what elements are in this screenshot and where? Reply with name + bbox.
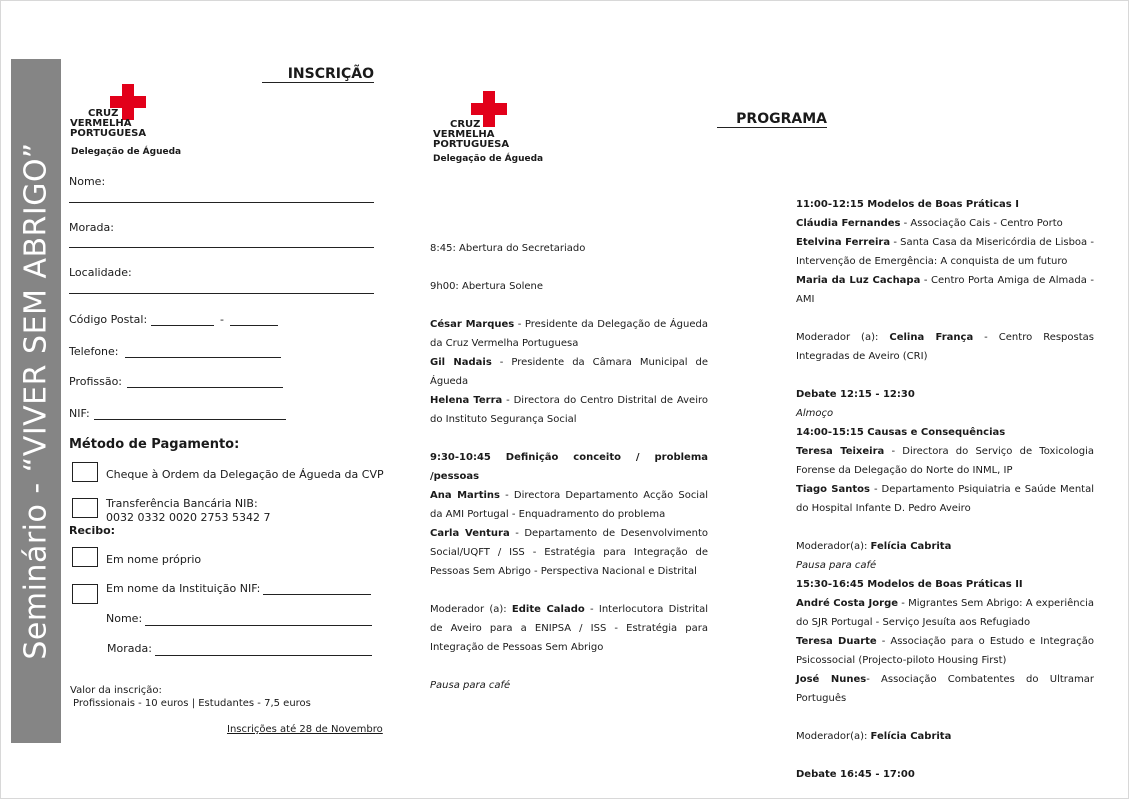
nome-field[interactable] bbox=[69, 202, 374, 203]
speaker-item bbox=[796, 594, 1094, 632]
moderator-label: Moderador (a): bbox=[796, 332, 890, 343]
codigo-postal-field-b[interactable] bbox=[230, 325, 278, 326]
logo-subtitle: Delegação de Águeda bbox=[71, 147, 182, 157]
speaker-name: Ana Martins bbox=[430, 490, 500, 501]
logo-line3: PORTUGUESA bbox=[70, 128, 147, 139]
moderator-label: Moderador (a): bbox=[430, 604, 512, 615]
moderator-name: Edite Calado bbox=[511, 604, 585, 615]
speaker-name: Teresa Duarte bbox=[796, 636, 877, 647]
speaker-desc: - Directora do Serviço de Toxicologia Forense da Delegação do Norte do INML, IP bbox=[796, 446, 1094, 476]
speaker-item bbox=[796, 442, 1094, 480]
moderator2 bbox=[796, 328, 1094, 366]
form-title: INSCRIÇÃO bbox=[262, 66, 374, 83]
speaker-item bbox=[430, 486, 708, 524]
transfer-checkbox[interactable] bbox=[72, 498, 98, 518]
telefone-label: Telefone: bbox=[69, 345, 119, 358]
speaker-name: Maria da Luz Cachapa bbox=[796, 275, 921, 286]
speaker-desc: - Associação para o Estudo e Integração Psicossocial (Projecto-piloto Housing First) bbox=[796, 636, 1094, 666]
opening-secretariat: 8:45: Abertura do Secretariado bbox=[430, 243, 586, 254]
codigo-postal-label: Código Postal: bbox=[69, 313, 148, 326]
speaker-desc: - Santa Casa da Misericórdia de Lisboa - Intervenção de Emergência: A conquista de um futuro bbox=[796, 237, 1094, 267]
localidade-field[interactable] bbox=[69, 293, 374, 294]
own-name-label: Em nome próprio bbox=[106, 553, 202, 566]
session2-title: 11:00-12:15 Modelos de Boas Práticas I bbox=[796, 199, 1019, 210]
codigo-postal-field-a[interactable] bbox=[151, 325, 214, 326]
speaker-item bbox=[796, 271, 1094, 309]
own-name-checkbox[interactable] bbox=[72, 547, 98, 567]
logo-line1: CRUZ bbox=[450, 119, 481, 130]
moderator-label: Moderador(a): bbox=[796, 731, 871, 742]
logo-line3: PORTUGUESA bbox=[433, 139, 510, 150]
speaker-item bbox=[796, 632, 1094, 670]
morada-field[interactable] bbox=[69, 247, 374, 248]
speaker-name: Teresa Teixeira bbox=[796, 446, 885, 457]
session1-title: 9:30-10:45 Definição conceito / problema /pessoas bbox=[430, 452, 708, 482]
logo-subtitle: Delegação de Águeda bbox=[433, 154, 544, 164]
speaker-name: Etelvina Ferreira bbox=[796, 237, 891, 248]
payment-title: Método de Pagamento: bbox=[69, 437, 240, 452]
inst-address-label: Morada: bbox=[107, 642, 152, 655]
program-title: PROGRAMA bbox=[717, 111, 827, 128]
moderator-name: Felícia Cabrita bbox=[870, 541, 952, 552]
morada-label: Morada: bbox=[69, 221, 114, 234]
speaker-item bbox=[796, 214, 1094, 233]
fee-detail: Profissionais - 10 euros | Estudantes - 7,5 euros bbox=[73, 698, 311, 709]
speaker-desc: - Directora Departamento Acção Social da AMI Portugal - Enquadramento do problema bbox=[430, 490, 708, 520]
program-afternoon bbox=[796, 195, 1094, 784]
speaker-item bbox=[430, 524, 708, 581]
speaker-desc: - Centro Porta Amiga de Almada - AMI bbox=[796, 275, 1094, 305]
speaker-desc: - Departamento de Desenvolvimento Social/UQFT / ISS - Estratégia para Integração de Pessoas Sem Abrigo - Perspectiva Nacional e Distrital bbox=[430, 528, 708, 577]
moderator-name: Felícia Cabrita bbox=[870, 731, 952, 742]
transfer-nib: 0032 0332 0020 2753 5342 7 bbox=[106, 511, 271, 524]
logo-line1: CRUZ bbox=[88, 108, 119, 119]
coffee-break: Pausa para café bbox=[430, 680, 511, 691]
transfer-label: Transferência Bancária NIB: bbox=[106, 497, 258, 510]
debate1: Debate 12:15 - 12:30 bbox=[796, 389, 915, 400]
inst-address-field[interactable] bbox=[155, 655, 372, 656]
deadline: Inscrições até 28 de Novembro bbox=[227, 724, 383, 735]
speaker-name: Tiago Santos bbox=[796, 484, 870, 495]
inst-name-label: Nome: bbox=[106, 612, 143, 625]
institution-label: Em nome da Instituição NIF: bbox=[106, 582, 261, 595]
fee-title: Valor da inscrição: bbox=[70, 685, 162, 696]
inst-name-field[interactable] bbox=[145, 625, 372, 626]
speaker-name: Helena Terra bbox=[430, 395, 503, 406]
moderator-name: Celina França bbox=[889, 332, 974, 343]
speaker-desc: - Presidente da Delegação de Águeda da Cruz Vermelha Portuguesa bbox=[430, 319, 708, 349]
session4-title: 15:30-16:45 Modelos de Boas Práticas II bbox=[796, 579, 1023, 590]
speaker-name: José Nunes bbox=[796, 674, 867, 685]
speaker-desc: - Departamento Psiquiatria e Saúde Mental do Hospital Infante D. Pedro Aveiro bbox=[796, 484, 1094, 514]
debate2: Debate 16:45 - 17:00 bbox=[796, 769, 915, 780]
speaker-item bbox=[796, 480, 1094, 518]
moderator1 bbox=[430, 600, 708, 657]
speaker-name: Cláudia Fernandes bbox=[796, 218, 901, 229]
speaker-item bbox=[796, 233, 1094, 271]
speaker-name: André Costa Jorge bbox=[796, 598, 899, 609]
moderator-label: Moderador(a): bbox=[796, 541, 871, 552]
lunch: Almoço bbox=[796, 408, 834, 419]
cheque-checkbox[interactable] bbox=[72, 462, 98, 482]
session3-title: 14:00-15:15 Causas e Consequências bbox=[796, 427, 1006, 438]
telefone-field[interactable] bbox=[125, 357, 281, 358]
profissao-field[interactable] bbox=[127, 387, 283, 388]
speaker-desc: - Associação Combatentes do Ultramar Português bbox=[796, 674, 1094, 704]
speaker-desc: - Presidente da Câmara Municipal de Águeda bbox=[430, 357, 708, 387]
logo-line2: VERMELHA bbox=[433, 129, 495, 140]
receipt-title: Recibo: bbox=[69, 524, 116, 537]
speaker-name: Gil Nadais bbox=[430, 357, 492, 368]
localidade-label: Localidade: bbox=[69, 266, 132, 279]
speaker-desc: - Associação Cais - Centro Porto bbox=[900, 218, 1063, 229]
moderator3 bbox=[796, 537, 1094, 556]
nome-label: Nome: bbox=[69, 175, 106, 188]
speaker-item bbox=[430, 315, 708, 353]
speaker-name: Carla Ventura bbox=[430, 528, 510, 539]
nif-label: NIF: bbox=[69, 407, 90, 420]
seminar-title: Seminário - “VIVER SEM ABRIGO” bbox=[18, 142, 54, 660]
speaker-desc: - Migrantes Sem Abrigo: A experiência do SJR Portugal - Serviço Jesuíta aos Refugiado bbox=[796, 598, 1094, 628]
moderator-desc: - Centro Respostas Integradas de Aveiro (CRI) bbox=[796, 332, 1094, 362]
logo-line2: VERMELHA bbox=[70, 118, 132, 129]
moderator-desc: - Interlocutora Distrital de Aveiro para a ENIPSA / ISS - Estratégia para Integração de Pessoas Sem Abrigo bbox=[430, 604, 708, 653]
nif-field[interactable] bbox=[94, 419, 286, 420]
speaker-name: César Marques bbox=[430, 319, 515, 330]
profissao-label: Profissão: bbox=[69, 375, 123, 388]
speaker-desc: - Directora do Centro Distrital de Aveiro do Instituto Segurança Social bbox=[430, 395, 708, 425]
postal-separator: - bbox=[220, 313, 224, 326]
moderator4 bbox=[796, 727, 1094, 746]
program-morning bbox=[430, 239, 708, 695]
speaker-item bbox=[796, 670, 1094, 708]
institution-checkbox[interactable] bbox=[72, 584, 98, 604]
opening-session: 9h00: Abertura Solene bbox=[430, 281, 543, 292]
cheque-label: Cheque à Ordem da Delegação de Águeda da CVP bbox=[106, 468, 384, 481]
speaker-item bbox=[430, 391, 708, 429]
coffee-break: Pausa para café bbox=[796, 560, 877, 571]
speaker-item bbox=[430, 353, 708, 391]
institution-nif-field[interactable] bbox=[263, 594, 371, 595]
